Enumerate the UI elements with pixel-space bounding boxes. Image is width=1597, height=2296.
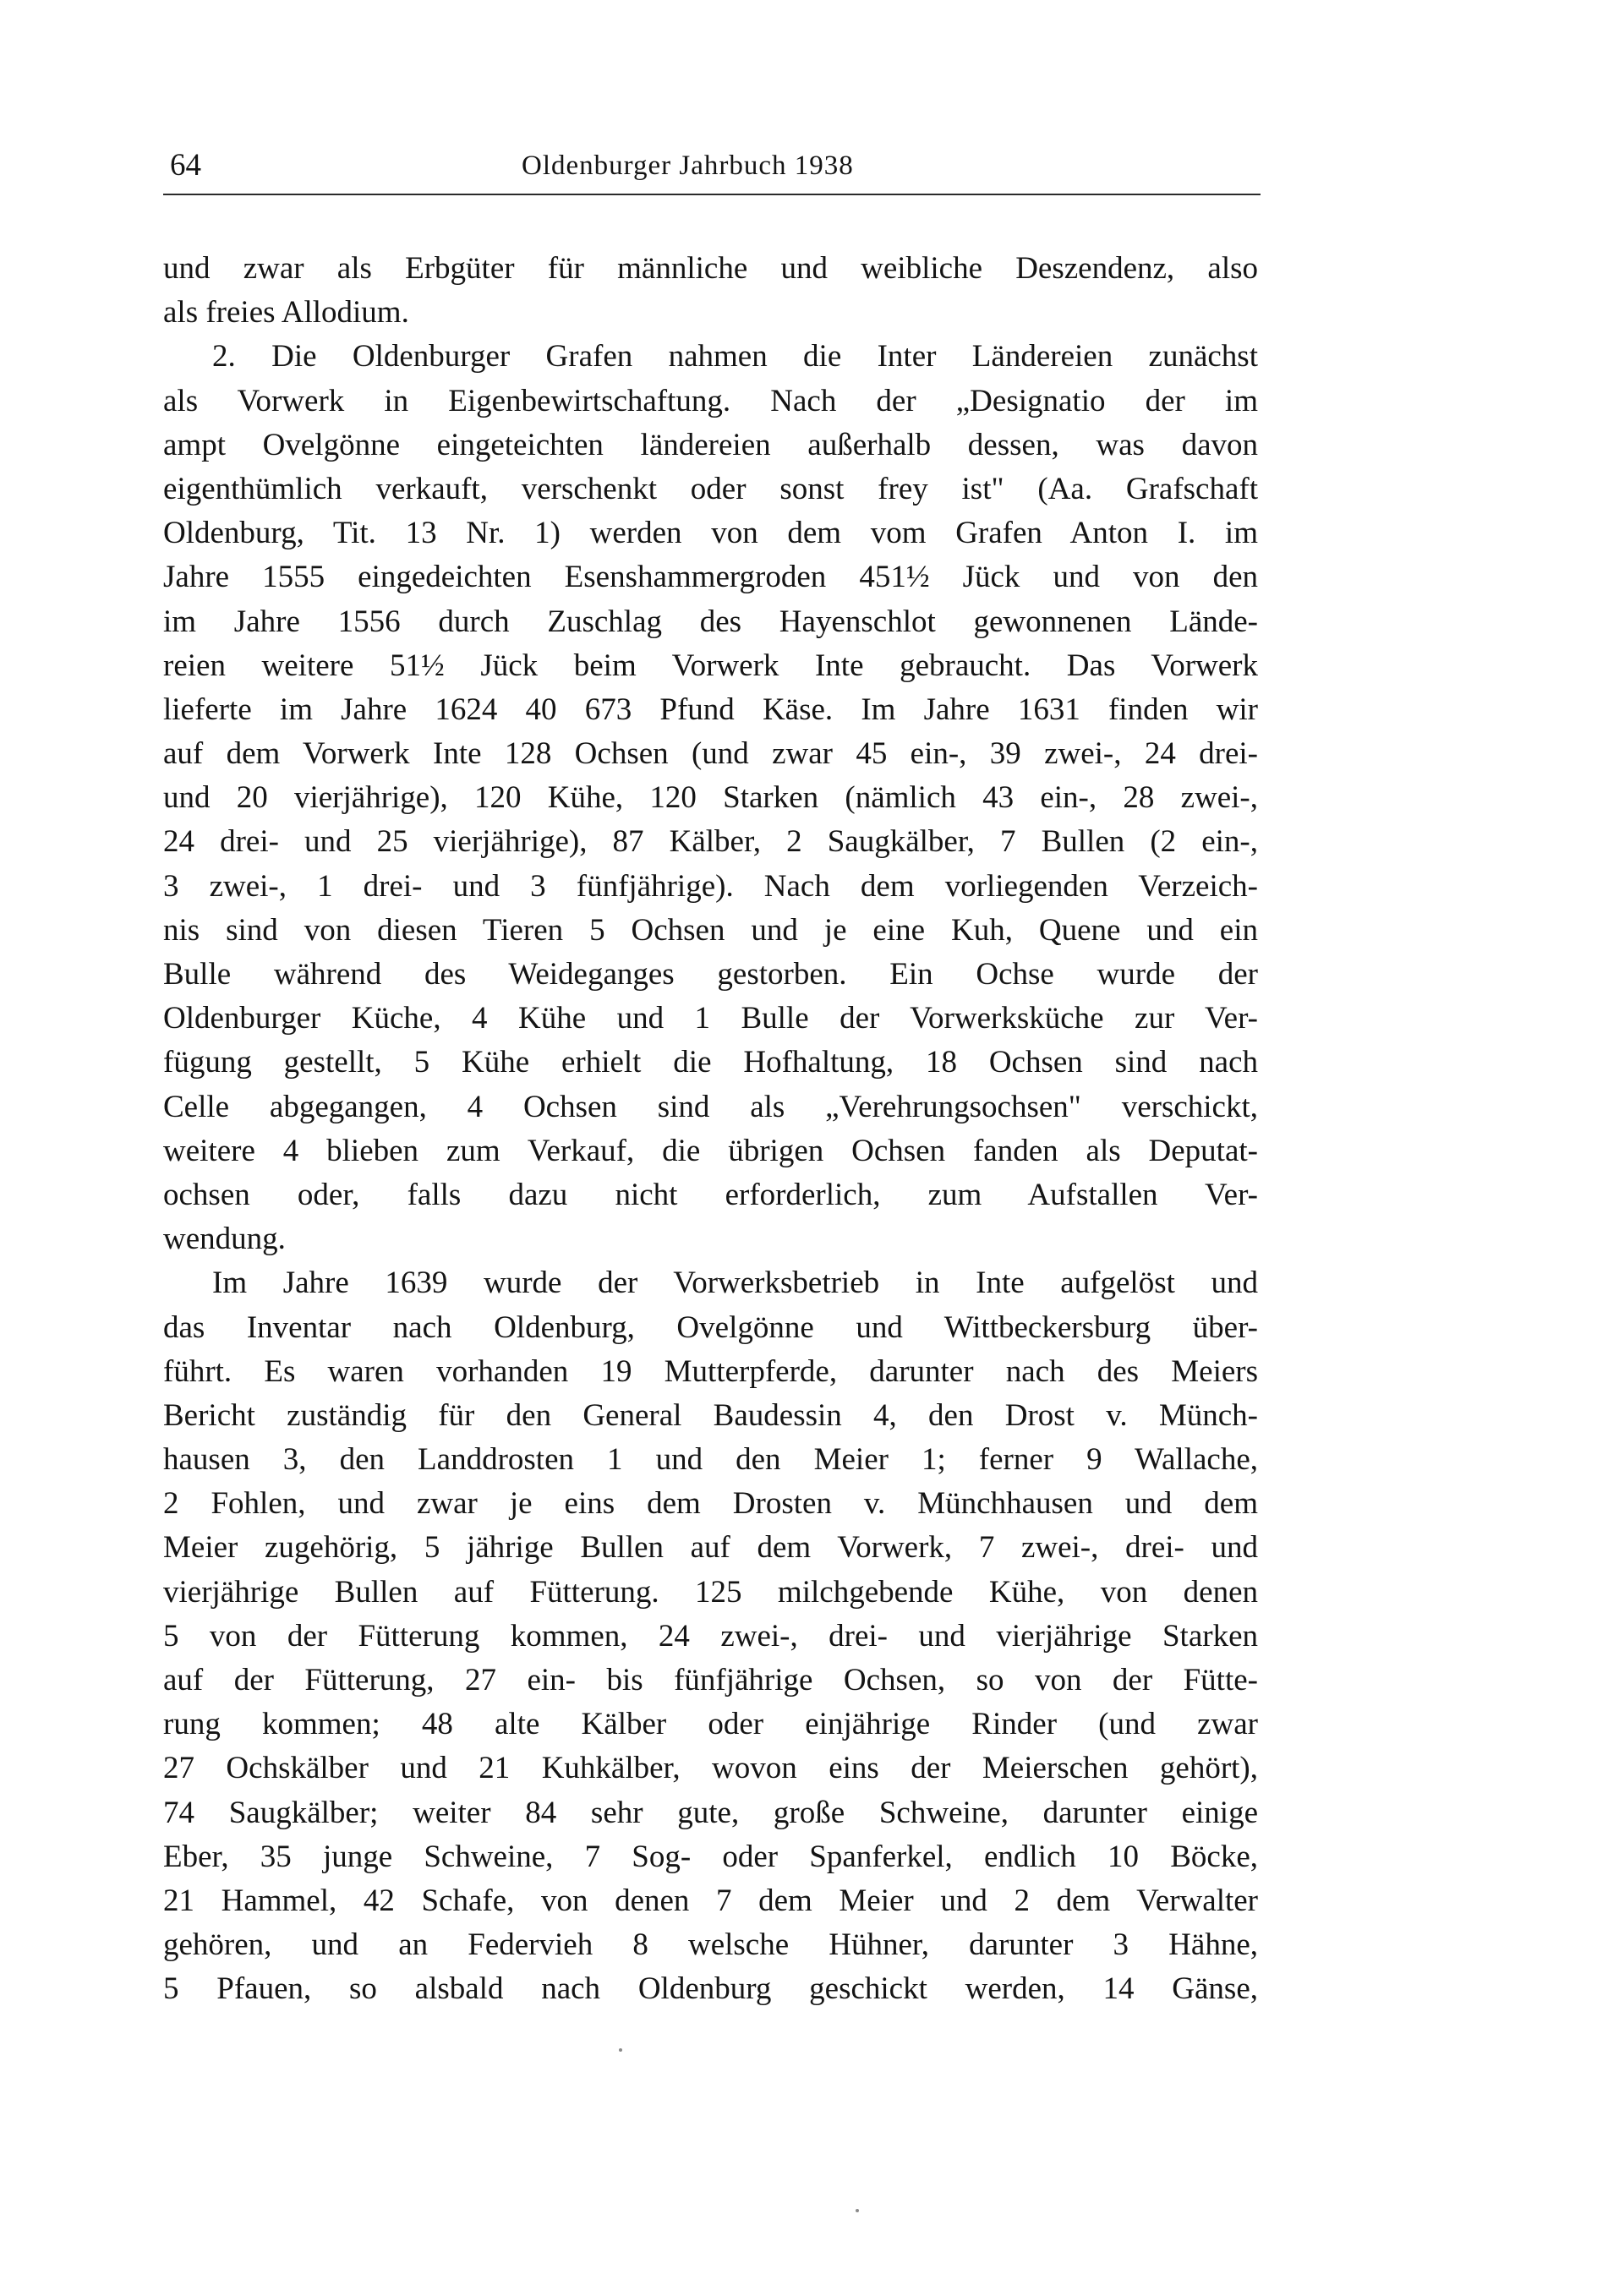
text-line: gehören, und an Federvieh 8 welsche Hühner, darunter 3 Hähne, xyxy=(163,1927,1258,1963)
text-line: 21 Hammel, 42 Schafe, von denen 7 dem Meier und 2 dem Verwalter xyxy=(163,1883,1258,1918)
text-line: 2. Die Oldenburger Grafen nahmen die Inter Ländereien zunächst xyxy=(212,339,1258,374)
text-line: vierjährige Bullen auf Fütterung. 125 milchgebende Kühe, von denen xyxy=(163,1574,1258,1610)
text-line: 74 Saugkälber; weiter 84 sehr gute, große Schweine, darunter einige xyxy=(163,1795,1258,1830)
scan-speck xyxy=(619,2048,622,2052)
body-text xyxy=(163,247,1258,2012)
text-line: und 20 vierjährige), 120 Kühe, 120 Starken (nämlich 43 ein-, 28 zwei-, xyxy=(163,780,1258,816)
text-line: Jahre 1555 eingedeichten Esenshammergroden 451½ Jück und von den xyxy=(163,560,1258,595)
text-line: Bericht zuständig für den General Baudessin 4, den Drost v. Münch- xyxy=(163,1397,1258,1433)
text-line: führt. Es waren vorhanden 19 Mutterpferde, darunter nach des Meiers xyxy=(163,1353,1258,1389)
text-line: wendung. xyxy=(163,1222,286,1257)
text-line: reien weitere 51½ Jück beim Vorwerk Inte gebraucht. Das Vorwerk xyxy=(163,648,1258,683)
text-line: im Jahre 1556 durch Zuschlag des Hayenschlot gewonnenen Lände- xyxy=(163,604,1258,639)
scan-speck xyxy=(856,2209,859,2212)
text-line: nis sind von diesen Tieren 5 Ochsen und je eine Kuh, Quene und ein xyxy=(163,912,1258,948)
text-line: lieferte im Jahre 1624 40 673 Pfund Käse. Im Jahre 1631 finden wir xyxy=(163,692,1258,727)
header-rule xyxy=(163,194,1261,195)
text-line: auf dem Vorwerk Inte 128 Ochsen (und zwar 45 ein-, 39 zwei-, 24 drei- xyxy=(163,736,1258,772)
text-line: 5 von der Fütterung kommen, 24 zwei-, drei- und vierjährige Starken xyxy=(163,1618,1258,1654)
text-line: Im Jahre 1639 wurde der Vorwerksbetrieb in Inte aufgelöst und xyxy=(212,1266,1258,1301)
page-number: 64 xyxy=(170,148,201,183)
text-line: als Vorwerk in Eigenbewirtschaftung. Nach der „Designatio der im xyxy=(163,383,1258,418)
text-line: 24 drei- und 25 vierjährige), 87 Kälber, 2 Saugkälber, 7 Bullen (2 ein-, xyxy=(163,824,1258,860)
text-line: 3 zwei-, 1 drei- und 3 fünfjährige). Nach dem vorliegenden Verzeich- xyxy=(163,868,1258,904)
text-line: Celle abgegangen, 4 Ochsen sind als „Verehrungsochsen" verschickt, xyxy=(163,1089,1258,1124)
text-line: 5 Pfauen, so alsbald nach Oldenburg geschickt werden, 14 Gänse, xyxy=(163,1971,1258,2007)
text-line: 2 Fohlen, und zwar je eins dem Drosten v. Münchhausen und dem xyxy=(163,1486,1258,1522)
text-line: rung kommen; 48 alte Kälber oder einjährige Rinder (und zwar xyxy=(163,1707,1258,1742)
text-line: Eber, 35 junge Schweine, 7 Sog- oder Spanferkel, endlich 10 Böcke, xyxy=(163,1839,1258,1874)
text-line: Meier zugehörig, 5 jährige Bullen auf dem Vorwerk, 7 zwei-, drei- und xyxy=(163,1530,1258,1566)
running-head xyxy=(163,144,1261,194)
text-line: das Inventar nach Oldenburg, Ovelgönne und Wittbeckersburg über- xyxy=(163,1309,1258,1345)
text-line: fügung gestellt, 5 Kühe erhielt die Hofhaltung, 18 Ochsen sind nach xyxy=(163,1045,1258,1080)
text-line: ochsen oder, falls dazu nicht erforderlich, zum Aufstallen Ver- xyxy=(163,1177,1258,1212)
text-line: eigenthümlich verkauft, verschenkt oder sonst frey ist" (Aa. Grafschaft xyxy=(163,471,1258,506)
text-line: als freies Allodium. xyxy=(163,295,409,331)
journal-title: Oldenburger Jahrbuch 1938 xyxy=(522,150,854,181)
text-line: Oldenburg, Tit. 13 Nr. 1) werden von dem vom Grafen Anton I. im xyxy=(163,516,1258,551)
text-line: und zwar als Erbgüter für männliche und weibliche Deszendenz, also xyxy=(163,251,1258,286)
text-line: ampt Ovelgönne eingeteichten ländereien außerhalb dessen, was davon xyxy=(163,427,1258,462)
text-line: 27 Ochskälber und 21 Kuhkälber, wovon eins der Meierschen gehört), xyxy=(163,1751,1258,1786)
text-line: Oldenburger Küche, 4 Kühe und 1 Bulle der Vorwerksküche zur Ver- xyxy=(163,1001,1258,1036)
text-line: weitere 4 blieben zum Verkauf, die übrigen Ochsen fanden als Deputat- xyxy=(163,1133,1258,1168)
text-line: Bulle während des Weideganges gestorben. Ein Ochse wurde der xyxy=(163,957,1258,992)
text-line: auf der Fütterung, 27 ein- bis fünfjährige Ochsen, so von der Fütte- xyxy=(163,1663,1258,1697)
text-line: hausen 3, den Landdrosten 1 und den Meier 1; ferner 9 Wallache, xyxy=(163,1442,1258,1478)
